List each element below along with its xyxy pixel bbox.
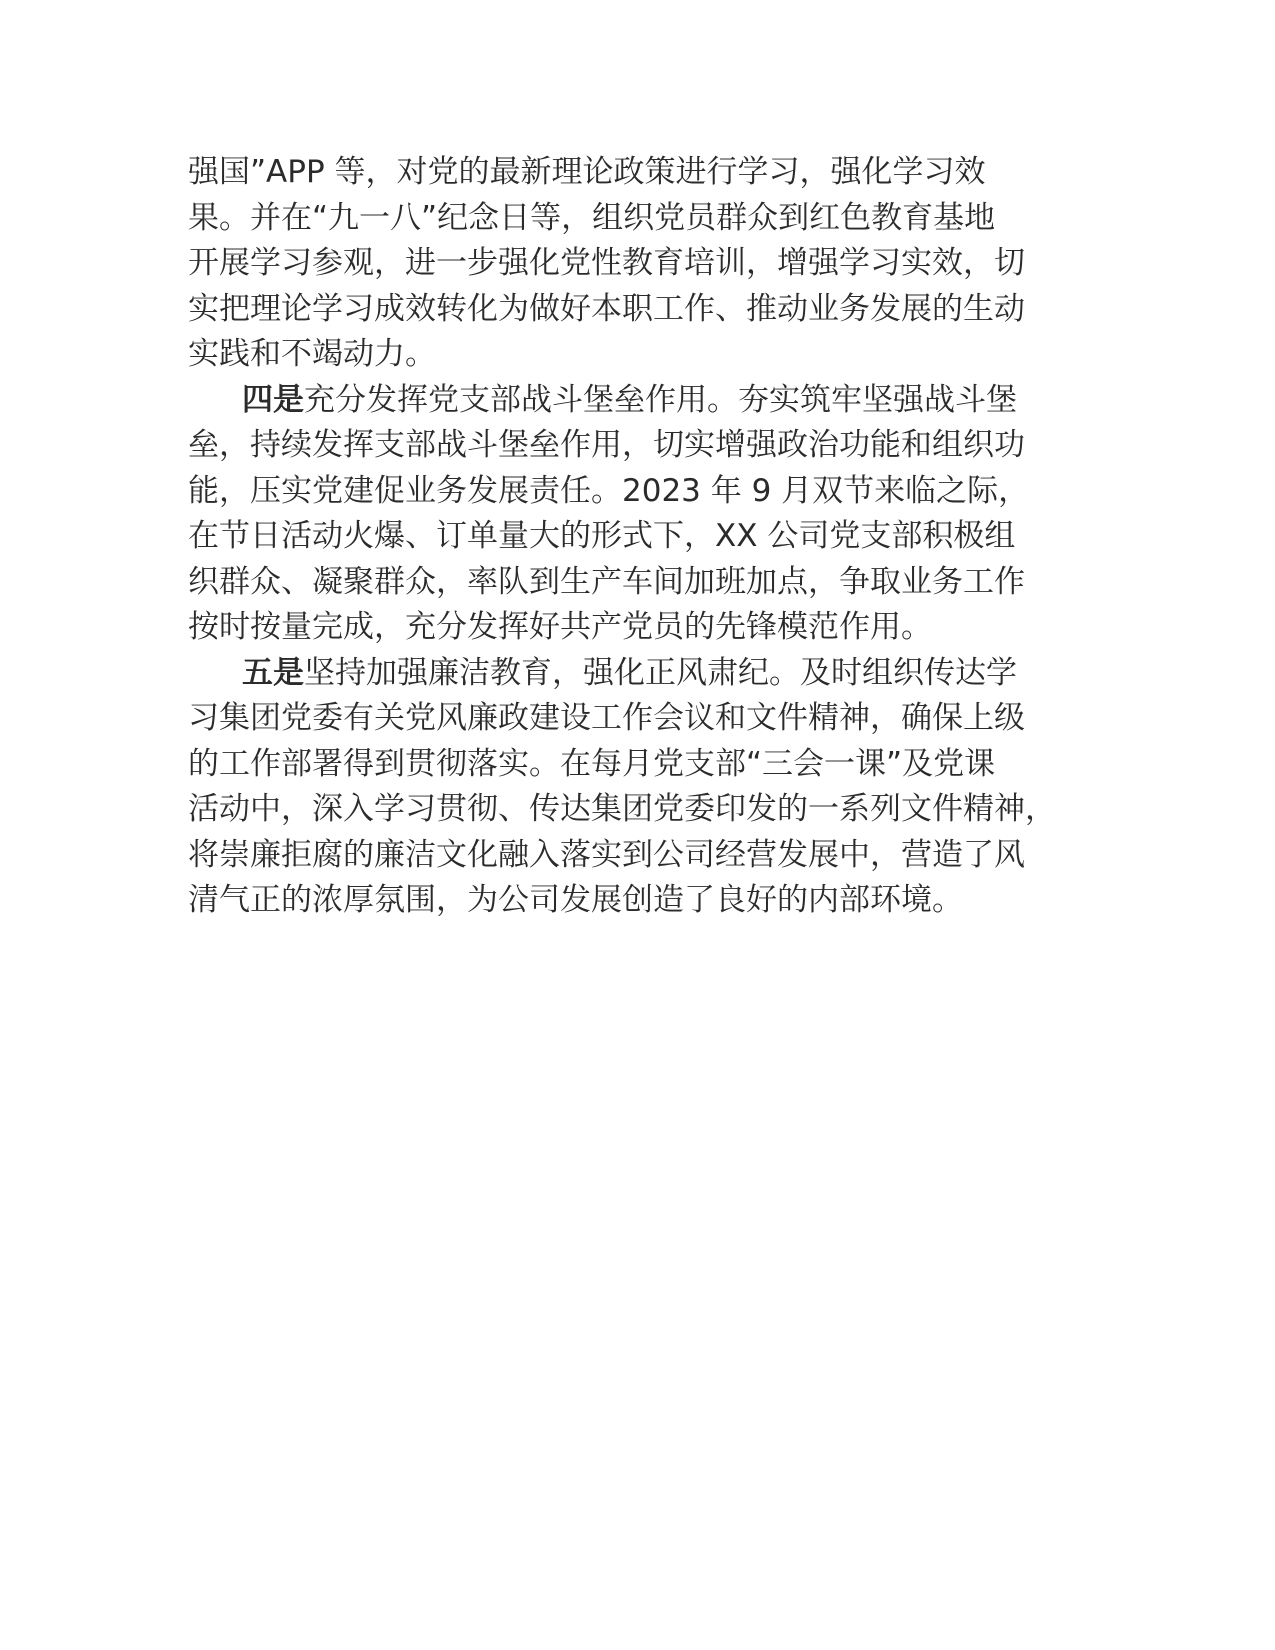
text-line: 实把理论学习成效转化为做好本职工作、推动业务发展的生动 <box>188 290 1025 327</box>
paragraph-first-line-text: 坚持加强廉洁教育，强化正风肃纪。及时组织传达学 <box>304 654 1017 691</box>
paragraph-point-four <box>188 378 1118 651</box>
paragraph-first-line <box>188 378 1118 424</box>
text-line: 将崇廉拒腐的廉洁文化融入落实到公司经营发展中，营造了风 <box>188 836 1025 873</box>
text-line: 能，压实党建促业务发展责任。2023 年 9 月双节来临之际， <box>188 472 1030 509</box>
paragraph-lead: 五是 <box>242 654 304 691</box>
text-line: 织群众、凝聚群众，率队到生产车间加班加点，争取业务工作 <box>188 563 1025 600</box>
text-line: 按时按量完成，充分发挥好共产党员的先锋模范作用。 <box>188 609 932 645</box>
text-line: 清气正的浓厚氛围，为公司发展创造了良好的内部环境。 <box>188 882 963 918</box>
text-line: 开展学习参观，进一步强化党性教育培训，增强学习实效，切 <box>188 245 1025 281</box>
document-body <box>188 150 1118 924</box>
paragraph-point-five <box>188 651 1118 924</box>
paragraph-first-line <box>188 651 1118 697</box>
text-line: 活动中，深入学习贯彻、传达集团党委印发的一系列文件精神， <box>188 791 1056 827</box>
paragraph-continuation <box>188 150 1118 378</box>
text-line: 垒，持续发挥支部战斗堡垒作用，切实增强政治功能和组织功 <box>188 427 1025 463</box>
text-line: 的工作部署得到贯彻落实。在每月党支部“三会一课”及党课 <box>188 745 996 782</box>
text-line: 实践和不竭动力。 <box>188 336 436 372</box>
text-line: 习集团党委有关党风廉政建设工作会议和文件精神，确保上级 <box>188 700 1025 736</box>
text-line: 强国”APP 等，对党的最新理论政策进行学习，强化学习效 <box>188 154 986 190</box>
paragraph-first-line-text: 充分发挥党支部战斗堡垒作用。夯实筑牢坚强战斗堡 <box>304 381 1017 418</box>
text-line: 在节日活动火爆、订单量大的形式下，XX 公司党支部积极组 <box>188 518 1016 554</box>
text-line: 果。并在“九一八”纪念日等，组织党员群众到红色教育基地 <box>188 199 996 236</box>
paragraph-lead: 四是 <box>242 381 304 418</box>
